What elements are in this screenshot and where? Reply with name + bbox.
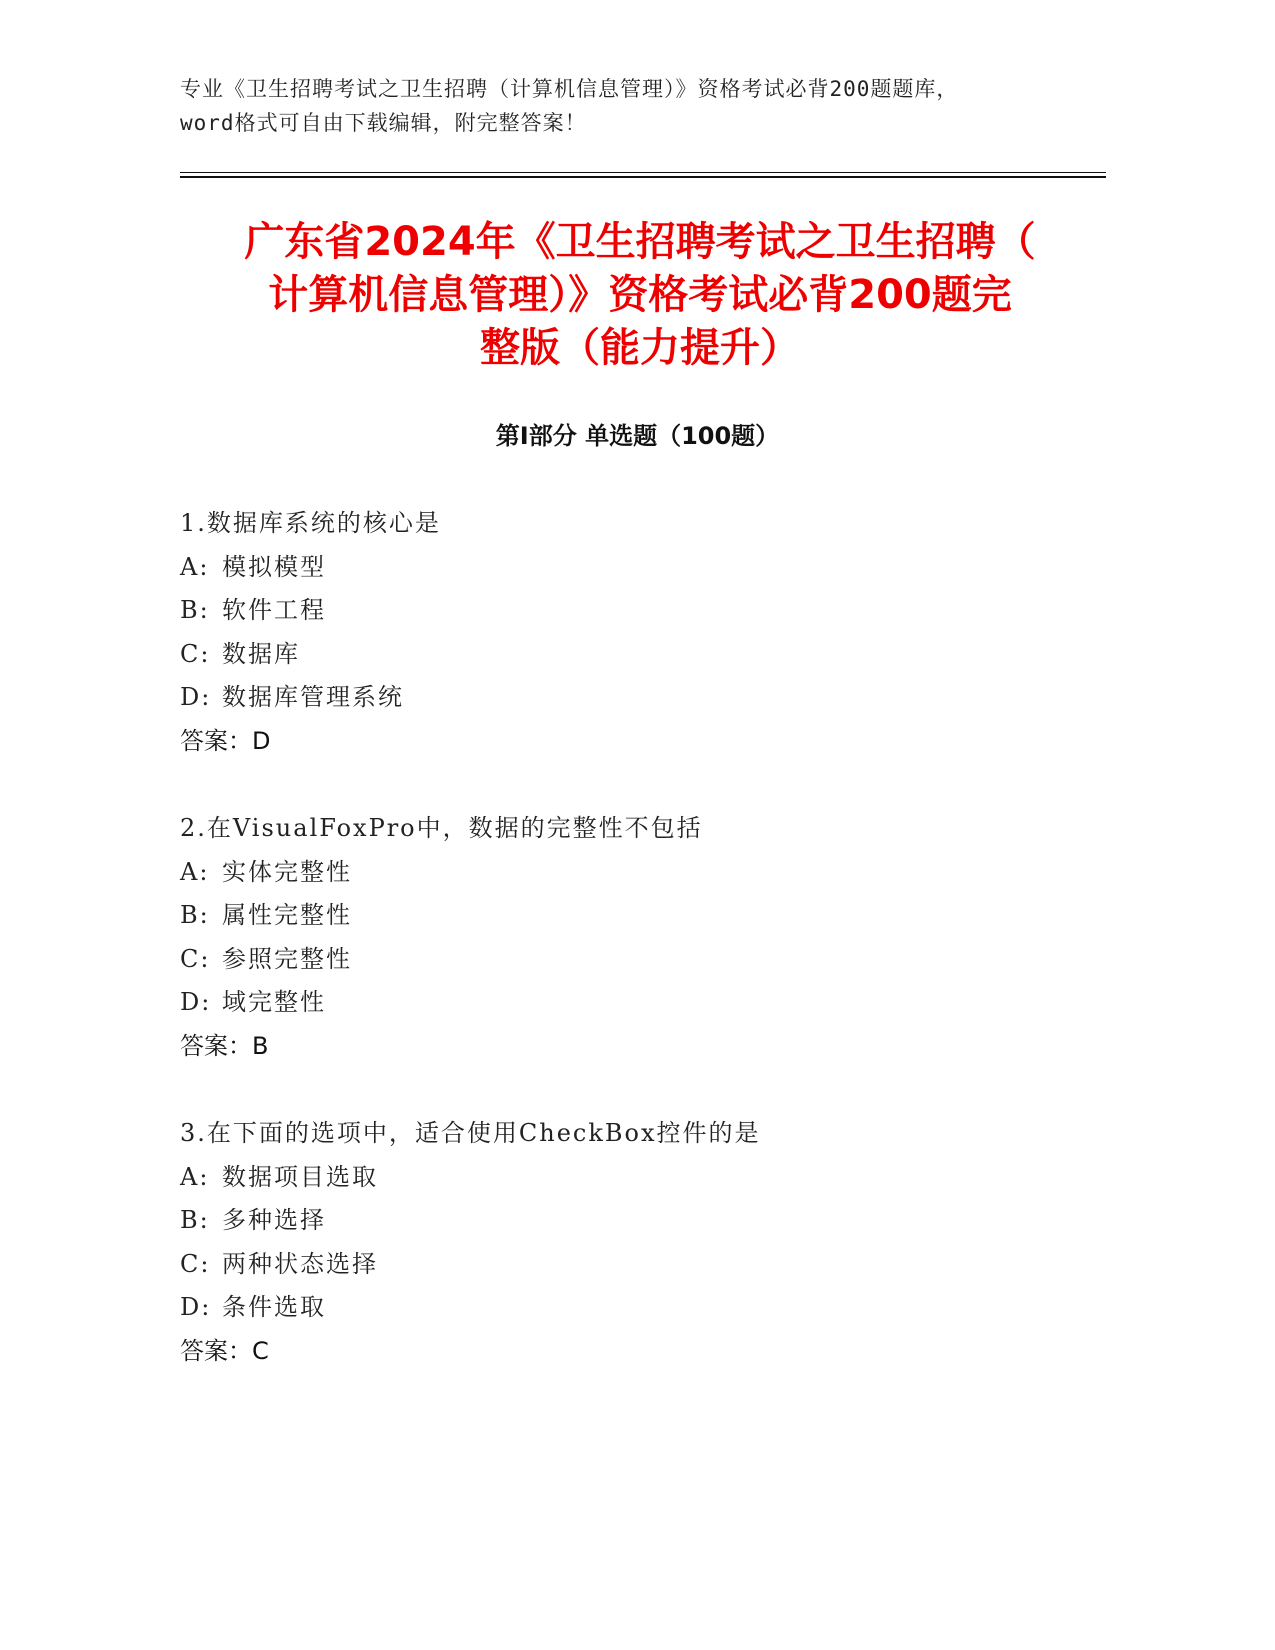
answer-key: 答案：D bbox=[180, 726, 271, 755]
option-b bbox=[180, 894, 1080, 938]
option-letter: D: bbox=[180, 1293, 212, 1321]
option-text: 数据库管理系统 bbox=[222, 683, 404, 711]
option-letter: A: bbox=[180, 1162, 210, 1191]
option-text: 参照完整性 bbox=[222, 944, 352, 973]
option-c bbox=[180, 633, 1080, 677]
option-letter: B: bbox=[180, 1206, 210, 1234]
option-a bbox=[180, 546, 1080, 590]
option-letter: C: bbox=[180, 1249, 211, 1278]
option-text: 模拟模型 bbox=[222, 552, 326, 581]
option-text: 条件选取 bbox=[222, 1293, 326, 1321]
option-letter: A: bbox=[180, 857, 210, 886]
question-stem: 3.在下面的选项中，适合使用CheckBox控件的是 bbox=[180, 1119, 761, 1147]
document-title-line-2: 计算机信息管理）》资格考试必背200题完 bbox=[268, 272, 1012, 318]
option-letter: D: bbox=[180, 988, 212, 1016]
option-letter: B: bbox=[180, 901, 210, 929]
option-d bbox=[180, 1286, 1080, 1330]
document-title bbox=[150, 216, 1130, 375]
option-letter: B: bbox=[180, 596, 210, 624]
header-divider-thin bbox=[180, 172, 1106, 173]
option-text: 两种状态选择 bbox=[222, 1249, 378, 1278]
option-text: 数据项目选取 bbox=[222, 1162, 378, 1191]
header-note-line-1: 专业《卫生招聘考试之卫生招聘（计算机信息管理）》资格考试必背200题题库， bbox=[180, 77, 959, 101]
answer-key: 答案：B bbox=[180, 1031, 269, 1060]
option-a bbox=[180, 1156, 1080, 1200]
header-note-line-2: word格式可自由下载编辑，附完整答案！ bbox=[180, 111, 587, 135]
question-1 bbox=[180, 502, 1080, 763]
option-letter: D: bbox=[180, 683, 212, 711]
document-title-line-3: 整版（能力提升） bbox=[480, 325, 800, 371]
question-3 bbox=[180, 1112, 1080, 1373]
header-note bbox=[180, 72, 1110, 140]
header-divider-thick bbox=[180, 176, 1106, 178]
option-a bbox=[180, 851, 1080, 895]
document-title-line-1: 广东省2024年《卫生招聘考试之卫生招聘（ bbox=[244, 219, 1036, 265]
section-heading: 第Ⅰ部分 单选题（100题） bbox=[495, 422, 780, 450]
option-c bbox=[180, 938, 1080, 982]
question-2 bbox=[180, 807, 1080, 1068]
option-d bbox=[180, 676, 1080, 720]
option-text: 数据库 bbox=[222, 639, 300, 668]
option-text: 域完整性 bbox=[222, 988, 326, 1016]
option-text: 实体完整性 bbox=[222, 857, 352, 886]
option-text: 多种选择 bbox=[222, 1206, 326, 1234]
option-letter: C: bbox=[180, 944, 211, 973]
question-stem: 1.数据库系统的核心是 bbox=[180, 509, 441, 537]
option-text: 软件工程 bbox=[222, 596, 326, 624]
option-letter: C: bbox=[180, 639, 211, 668]
option-text: 属性完整性 bbox=[222, 901, 352, 929]
option-b bbox=[180, 589, 1080, 633]
answer-key: 答案：C bbox=[180, 1336, 269, 1365]
option-c bbox=[180, 1243, 1080, 1287]
option-letter: A: bbox=[180, 552, 210, 581]
option-b bbox=[180, 1199, 1080, 1243]
question-stem: 2.在VisualFoxPro中，数据的完整性不包括 bbox=[180, 814, 703, 842]
option-d bbox=[180, 981, 1080, 1025]
